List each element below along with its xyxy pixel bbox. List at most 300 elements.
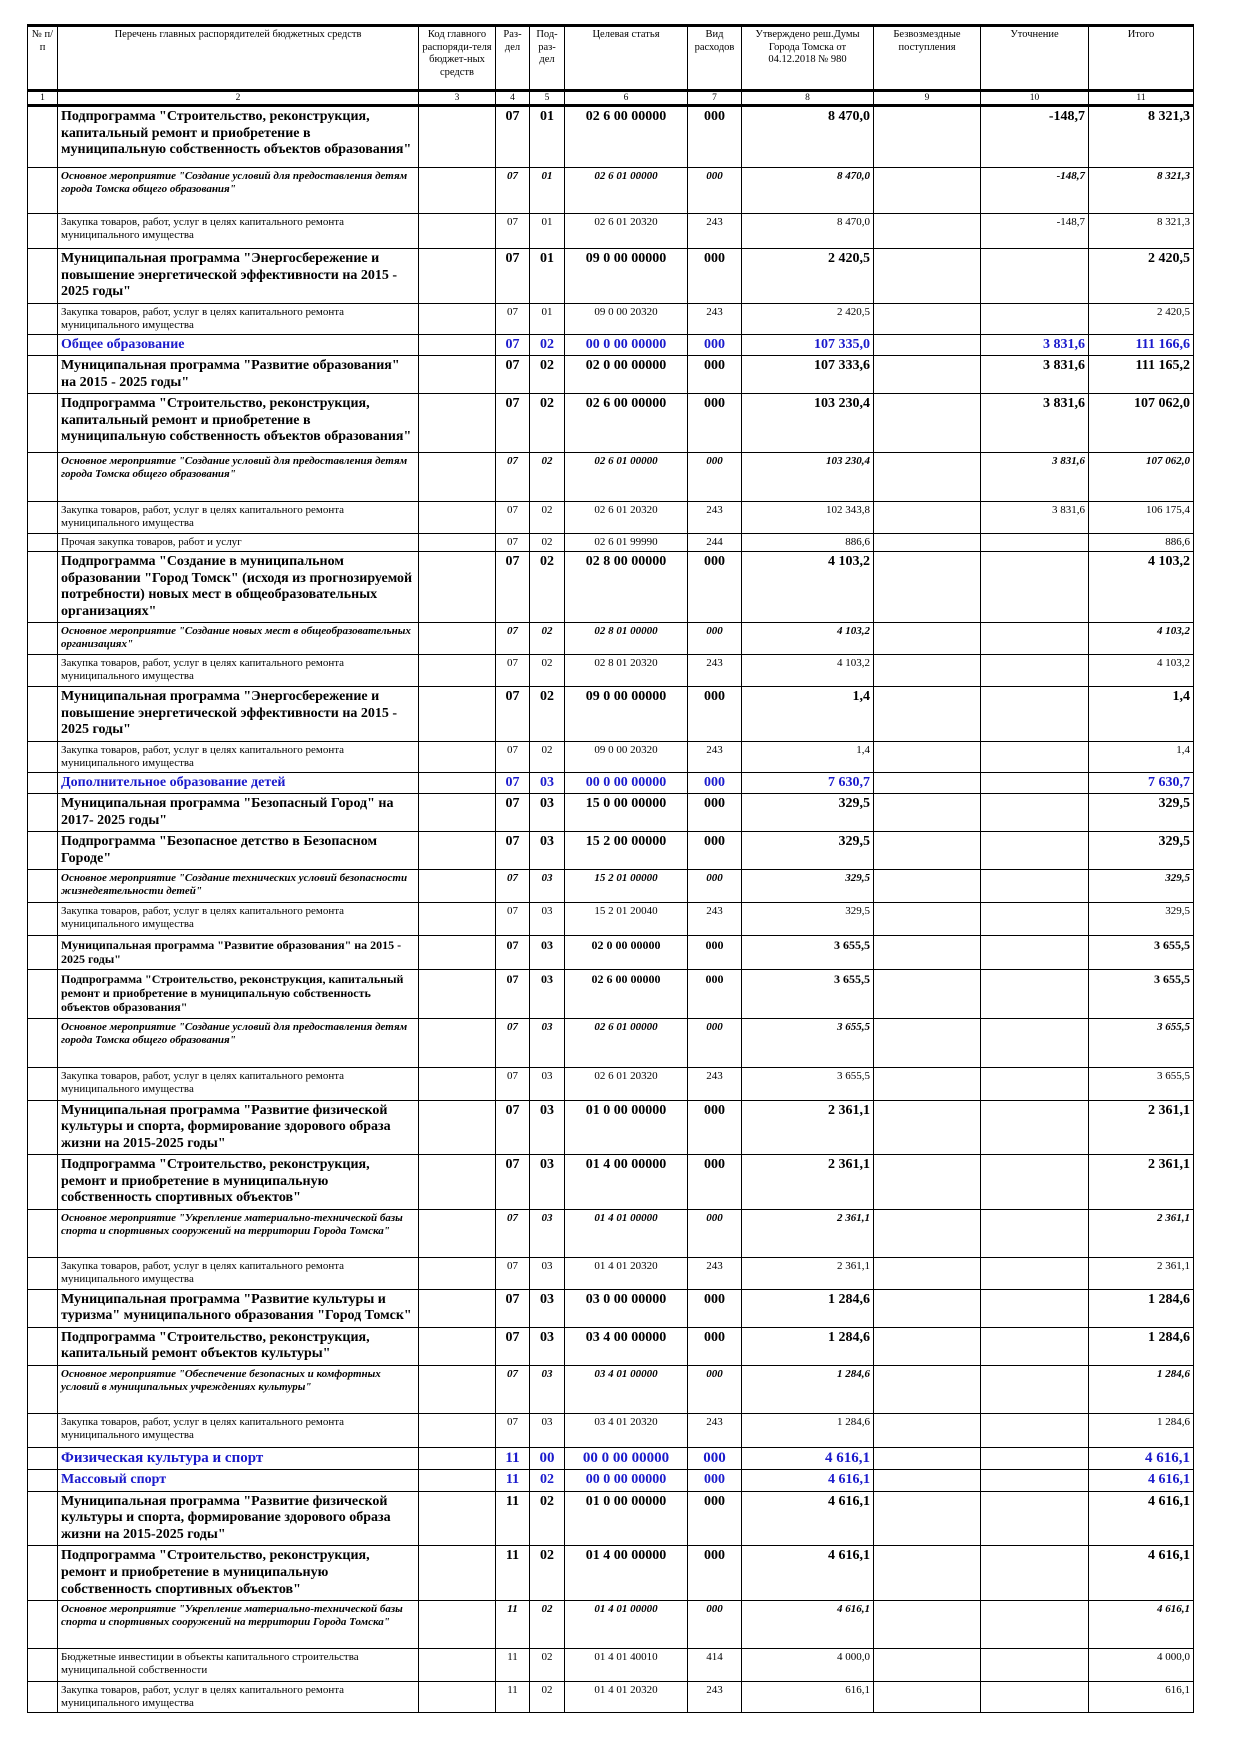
- cell-total: 329,5: [1089, 903, 1194, 936]
- cell-code: [419, 394, 496, 453]
- cell-razdel: 07: [496, 1018, 530, 1067]
- cell-podrazdel: 02: [530, 1649, 565, 1682]
- cell-expense-type: 000: [688, 334, 742, 356]
- cell-free-receipts: [874, 106, 981, 168]
- cell-approved: 7 630,7: [742, 772, 874, 794]
- cell-name: Закупка товаров, работ, услуг в целях капитального ремонта муниципального имущества: [58, 741, 419, 772]
- cell-target-article: 01 4 01 40010: [565, 1649, 688, 1682]
- cell-podrazdel: 02: [530, 552, 565, 623]
- cell-approved: 1 284,6: [742, 1413, 874, 1447]
- cell-expense-type: 000: [688, 1546, 742, 1601]
- cell-num: [28, 1155, 58, 1210]
- cell-refinement: [981, 303, 1089, 334]
- header-total: Итого: [1089, 26, 1194, 91]
- cell-free-receipts: [874, 969, 981, 1018]
- cell-podrazdel: 02: [530, 1682, 565, 1713]
- cell-podrazdel: 03: [530, 1209, 565, 1257]
- cell-approved: 4 616,1: [742, 1491, 874, 1546]
- cell-num: [28, 394, 58, 453]
- cell-podrazdel: 02: [530, 1546, 565, 1601]
- cell-num: [28, 106, 58, 168]
- cell-approved: 8 470,0: [742, 214, 874, 249]
- cell-refinement: [981, 1649, 1089, 1682]
- header-razdel: Раз-дел: [496, 26, 530, 91]
- cell-refinement: [981, 655, 1089, 687]
- cell-num: [28, 1447, 58, 1470]
- cell-approved: 103 230,4: [742, 453, 874, 502]
- cell-approved: 4 616,1: [742, 1447, 874, 1470]
- cell-name: Закупка товаров, работ, услуг в целях капитального ремонта муниципального имущества: [58, 903, 419, 936]
- cell-name: Подпрограмма "Строительство, реконструкция, капитальный ремонт и приобретение в муниципальную собственность объектов образования": [58, 969, 419, 1018]
- cell-target-article: 00 0 00 00000: [565, 1470, 688, 1492]
- cell-expense-type: 000: [688, 794, 742, 832]
- cell-total: 107 062,0: [1089, 453, 1194, 502]
- cell-code: [419, 1155, 496, 1210]
- cell-expense-type: 000: [688, 772, 742, 794]
- cell-razdel: 11: [496, 1447, 530, 1470]
- cell-total: 3 655,5: [1089, 969, 1194, 1018]
- cell-expense-type: 244: [688, 534, 742, 552]
- cell-razdel: 07: [496, 1100, 530, 1155]
- cell-podrazdel: 03: [530, 1067, 565, 1100]
- cell-num: [28, 1491, 58, 1546]
- cell-approved: 2 420,5: [742, 249, 874, 304]
- cell-podrazdel: 03: [530, 1413, 565, 1447]
- cell-num: [28, 552, 58, 623]
- column-number: 7: [688, 91, 742, 106]
- cell-target-article: 02 6 01 99990: [565, 534, 688, 552]
- cell-num: [28, 1289, 58, 1327]
- header-num: № п/п: [28, 26, 58, 91]
- cell-target-article: 02 0 00 00000: [565, 356, 688, 394]
- cell-podrazdel: 02: [530, 334, 565, 356]
- cell-razdel: 07: [496, 772, 530, 794]
- cell-approved: 4 000,0: [742, 1649, 874, 1682]
- cell-name: Муниципальная программа "Развитие образования" на 2015 - 2025 годы": [58, 356, 419, 394]
- cell-target-article: 09 0 00 00000: [565, 687, 688, 742]
- cell-total: 4 000,0: [1089, 1649, 1194, 1682]
- cell-num: [28, 1682, 58, 1713]
- cell-name: Подпрограмма "Создание в муниципальном образовании "Город Томск" (исходя из прогнозируемой потребности) новых мест в общеобразовательных организациях": [58, 552, 419, 623]
- cell-podrazdel: 02: [530, 623, 565, 655]
- table-row: [28, 1546, 1194, 1601]
- cell-expense-type: 000: [688, 1100, 742, 1155]
- cell-num: [28, 1470, 58, 1492]
- cell-target-article: 02 6 00 00000: [565, 394, 688, 453]
- cell-target-article: 02 6 01 20320: [565, 502, 688, 534]
- cell-expense-type: 000: [688, 1601, 742, 1649]
- cell-expense-type: 000: [688, 623, 742, 655]
- cell-num: [28, 655, 58, 687]
- cell-free-receipts: [874, 1155, 981, 1210]
- cell-approved: 1 284,6: [742, 1289, 874, 1327]
- cell-num: [28, 249, 58, 304]
- cell-refinement: [981, 1155, 1089, 1210]
- cell-podrazdel: 03: [530, 832, 565, 870]
- table-row: [28, 356, 1194, 394]
- cell-razdel: 07: [496, 1365, 530, 1413]
- cell-podrazdel: 03: [530, 794, 565, 832]
- cell-free-receipts: [874, 623, 981, 655]
- cell-podrazdel: 01: [530, 106, 565, 168]
- cell-razdel: 07: [496, 969, 530, 1018]
- cell-approved: 886,6: [742, 534, 874, 552]
- cell-target-article: 02 8 01 20320: [565, 655, 688, 687]
- table-row: [28, 334, 1194, 356]
- cell-target-article: 01 4 01 20320: [565, 1682, 688, 1713]
- cell-num: [28, 1365, 58, 1413]
- cell-free-receipts: [874, 936, 981, 969]
- cell-approved: 1,4: [742, 741, 874, 772]
- cell-total: 4 616,1: [1089, 1491, 1194, 1546]
- cell-free-receipts: [874, 1413, 981, 1447]
- cell-total: 2 361,1: [1089, 1100, 1194, 1155]
- cell-razdel: 11: [496, 1470, 530, 1492]
- cell-free-receipts: [874, 655, 981, 687]
- cell-razdel: 07: [496, 794, 530, 832]
- cell-expense-type: 000: [688, 552, 742, 623]
- cell-name: Муниципальная программа "Развитие физической культуры и спорта, формирование здорового образа жизни на 2015-2025 годы": [58, 1491, 419, 1546]
- cell-num: [28, 772, 58, 794]
- cell-num: [28, 936, 58, 969]
- cell-approved: 3 655,5: [742, 1067, 874, 1100]
- cell-target-article: 15 2 00 00000: [565, 832, 688, 870]
- cell-podrazdel: 03: [530, 1155, 565, 1210]
- cell-podrazdel: 03: [530, 1365, 565, 1413]
- cell-approved: 4 103,2: [742, 655, 874, 687]
- cell-refinement: 3 831,6: [981, 453, 1089, 502]
- cell-expense-type: 243: [688, 1413, 742, 1447]
- cell-razdel: 07: [496, 334, 530, 356]
- cell-free-receipts: [874, 1447, 981, 1470]
- table-row: [28, 1257, 1194, 1289]
- cell-total: 2 420,5: [1089, 249, 1194, 304]
- cell-total: 8 321,3: [1089, 168, 1194, 214]
- cell-approved: 4 103,2: [742, 623, 874, 655]
- cell-target-article: 03 4 00 00000: [565, 1327, 688, 1365]
- cell-refinement: 3 831,6: [981, 502, 1089, 534]
- column-number: 6: [565, 91, 688, 106]
- cell-target-article: 02 8 01 00000: [565, 623, 688, 655]
- table-row: [28, 1601, 1194, 1649]
- cell-approved: 8 470,0: [742, 106, 874, 168]
- header-free-receipts: Безвозмездные поступления: [874, 26, 981, 91]
- table-row: [28, 303, 1194, 334]
- cell-free-receipts: [874, 832, 981, 870]
- header-name: Перечень главных распорядителей бюджетных средств: [58, 26, 419, 91]
- cell-podrazdel: 03: [530, 936, 565, 969]
- cell-num: [28, 623, 58, 655]
- cell-razdel: 07: [496, 453, 530, 502]
- cell-target-article: 15 2 01 00000: [565, 870, 688, 903]
- cell-code: [419, 1601, 496, 1649]
- cell-code: [419, 1365, 496, 1413]
- cell-target-article: 03 0 00 00000: [565, 1289, 688, 1327]
- table-row: [28, 1413, 1194, 1447]
- cell-total: 2 361,1: [1089, 1209, 1194, 1257]
- cell-refinement: 3 831,6: [981, 394, 1089, 453]
- cell-num: [28, 1018, 58, 1067]
- cell-total: 7 630,7: [1089, 772, 1194, 794]
- cell-razdel: 11: [496, 1601, 530, 1649]
- cell-total: 1 284,6: [1089, 1327, 1194, 1365]
- cell-free-receipts: [874, 394, 981, 453]
- cell-free-receipts: [874, 1289, 981, 1327]
- cell-total: 4 616,1: [1089, 1601, 1194, 1649]
- cell-total: 1,4: [1089, 687, 1194, 742]
- cell-target-article: 01 0 00 00000: [565, 1100, 688, 1155]
- cell-razdel: 07: [496, 214, 530, 249]
- cell-expense-type: 000: [688, 687, 742, 742]
- cell-free-receipts: [874, 1365, 981, 1413]
- cell-name: Муниципальная программа "Развитие образования" на 2015 - 2025 годы": [58, 936, 419, 969]
- cell-total: 329,5: [1089, 870, 1194, 903]
- cell-num: [28, 1546, 58, 1601]
- table-row: [28, 1327, 1194, 1365]
- cell-podrazdel: 02: [530, 453, 565, 502]
- cell-num: [28, 214, 58, 249]
- cell-podrazdel: 03: [530, 969, 565, 1018]
- cell-expense-type: 000: [688, 1289, 742, 1327]
- cell-razdel: 07: [496, 687, 530, 742]
- cell-podrazdel: 02: [530, 687, 565, 742]
- cell-total: 329,5: [1089, 832, 1194, 870]
- cell-refinement: [981, 1365, 1089, 1413]
- cell-num: [28, 453, 58, 502]
- table-row: [28, 1100, 1194, 1155]
- cell-razdel: 07: [496, 356, 530, 394]
- table-row: [28, 453, 1194, 502]
- cell-razdel: 07: [496, 936, 530, 969]
- cell-podrazdel: 03: [530, 1018, 565, 1067]
- cell-num: [28, 870, 58, 903]
- cell-expense-type: 000: [688, 832, 742, 870]
- cell-razdel: 07: [496, 249, 530, 304]
- cell-name: Основное мероприятие "Укрепление материально-технической базы спорта и спортивных сооружений на территории Города Томска": [58, 1209, 419, 1257]
- cell-name: Подпрограмма "Безопасное детство в Безопасном Городе": [58, 832, 419, 870]
- cell-target-article: 01 4 01 00000: [565, 1209, 688, 1257]
- cell-code: [419, 772, 496, 794]
- column-number: 2: [58, 91, 419, 106]
- cell-expense-type: 000: [688, 1365, 742, 1413]
- cell-num: [28, 1257, 58, 1289]
- cell-free-receipts: [874, 903, 981, 936]
- cell-approved: 4 616,1: [742, 1601, 874, 1649]
- cell-code: [419, 214, 496, 249]
- cell-refinement: [981, 1447, 1089, 1470]
- table-row: [28, 1682, 1194, 1713]
- budget-table: [27, 24, 1194, 1713]
- cell-code: [419, 741, 496, 772]
- cell-target-article: 00 0 00 00000: [565, 772, 688, 794]
- cell-approved: 329,5: [742, 870, 874, 903]
- cell-name: Подпрограмма "Строительство, реконструкция, капитальный ремонт и приобретение в муниципальную собственность объектов образования": [58, 106, 419, 168]
- cell-free-receipts: [874, 1470, 981, 1492]
- cell-num: [28, 969, 58, 1018]
- cell-num: [28, 303, 58, 334]
- cell-free-receipts: [874, 1491, 981, 1546]
- table-header-row: [28, 26, 1194, 91]
- cell-target-article: 01 4 00 00000: [565, 1546, 688, 1601]
- cell-refinement: [981, 1327, 1089, 1365]
- cell-target-article: 02 0 00 00000: [565, 936, 688, 969]
- table-row: [28, 1365, 1194, 1413]
- cell-free-receipts: [874, 552, 981, 623]
- table-row: [28, 394, 1194, 453]
- cell-free-receipts: [874, 1601, 981, 1649]
- cell-podrazdel: 02: [530, 1601, 565, 1649]
- cell-expense-type: 000: [688, 1327, 742, 1365]
- cell-num: [28, 356, 58, 394]
- cell-razdel: 07: [496, 303, 530, 334]
- cell-refinement: [981, 870, 1089, 903]
- header-podrazdel: Под-раз-дел: [530, 26, 565, 91]
- cell-approved: 329,5: [742, 832, 874, 870]
- cell-num: [28, 334, 58, 356]
- table-row: [28, 1447, 1194, 1470]
- cell-approved: 329,5: [742, 903, 874, 936]
- table-row: [28, 687, 1194, 742]
- cell-num: [28, 534, 58, 552]
- cell-refinement: 3 831,6: [981, 334, 1089, 356]
- cell-code: [419, 1546, 496, 1601]
- cell-total: 1 284,6: [1089, 1289, 1194, 1327]
- cell-name: Закупка товаров, работ, услуг в целях капитального ремонта муниципального имущества: [58, 502, 419, 534]
- table-row: [28, 1018, 1194, 1067]
- cell-free-receipts: [874, 1018, 981, 1067]
- cell-expense-type: 000: [688, 1491, 742, 1546]
- cell-code: [419, 870, 496, 903]
- cell-num: [28, 1413, 58, 1447]
- table-row: [28, 1649, 1194, 1682]
- cell-refinement: [981, 772, 1089, 794]
- cell-num: [28, 1327, 58, 1365]
- cell-podrazdel: 02: [530, 741, 565, 772]
- cell-free-receipts: [874, 214, 981, 249]
- table-row: [28, 1209, 1194, 1257]
- cell-razdel: 07: [496, 832, 530, 870]
- cell-code: [419, 1289, 496, 1327]
- cell-razdel: 11: [496, 1546, 530, 1601]
- cell-refinement: -148,7: [981, 214, 1089, 249]
- cell-code: [419, 1257, 496, 1289]
- cell-refinement: [981, 1100, 1089, 1155]
- cell-free-receipts: [874, 741, 981, 772]
- column-number: 11: [1089, 91, 1194, 106]
- cell-target-article: 02 6 01 20320: [565, 1067, 688, 1100]
- cell-refinement: 3 831,6: [981, 356, 1089, 394]
- cell-total: 111 166,6: [1089, 334, 1194, 356]
- cell-razdel: 07: [496, 1413, 530, 1447]
- cell-free-receipts: [874, 168, 981, 214]
- cell-free-receipts: [874, 249, 981, 304]
- cell-code: [419, 552, 496, 623]
- cell-podrazdel: 02: [530, 655, 565, 687]
- cell-name: Дополнительное образование детей: [58, 772, 419, 794]
- header-target-article: Целевая статья: [565, 26, 688, 91]
- cell-code: [419, 936, 496, 969]
- cell-code: [419, 1327, 496, 1365]
- cell-podrazdel: 02: [530, 356, 565, 394]
- cell-approved: 4 103,2: [742, 552, 874, 623]
- cell-free-receipts: [874, 1682, 981, 1713]
- cell-name: Основное мероприятие "Создание технических условий безопасности жизнедеятельности детей": [58, 870, 419, 903]
- cell-name: Подпрограмма "Строительство, реконструкция, капитальный ремонт и приобретение в муниципальную собственность объектов образования": [58, 394, 419, 453]
- cell-expense-type: 243: [688, 303, 742, 334]
- cell-total: 3 655,5: [1089, 1067, 1194, 1100]
- cell-podrazdel: 02: [530, 1470, 565, 1492]
- table-row: [28, 832, 1194, 870]
- cell-total: 111 165,2: [1089, 356, 1194, 394]
- cell-razdel: 07: [496, 106, 530, 168]
- cell-podrazdel: 02: [530, 394, 565, 453]
- cell-razdel: 11: [496, 1491, 530, 1546]
- cell-refinement: [981, 903, 1089, 936]
- cell-approved: 1,4: [742, 687, 874, 742]
- cell-num: [28, 794, 58, 832]
- cell-razdel: 07: [496, 1155, 530, 1210]
- cell-code: [419, 453, 496, 502]
- cell-target-article: 02 6 01 20320: [565, 214, 688, 249]
- table-row: [28, 168, 1194, 214]
- header-approved: Утверждено реш.Думы Города Томска от 04.12.2018 № 980: [742, 26, 874, 91]
- cell-refinement: -148,7: [981, 106, 1089, 168]
- table-row: [28, 655, 1194, 687]
- cell-total: 4 616,1: [1089, 1447, 1194, 1470]
- cell-approved: 107 333,6: [742, 356, 874, 394]
- cell-code: [419, 534, 496, 552]
- cell-target-article: 15 2 01 20040: [565, 903, 688, 936]
- cell-total: 1 284,6: [1089, 1413, 1194, 1447]
- cell-code: [419, 1447, 496, 1470]
- cell-total: 107 062,0: [1089, 394, 1194, 453]
- cell-podrazdel: 03: [530, 903, 565, 936]
- cell-code: [419, 1018, 496, 1067]
- cell-target-article: 02 6 00 00000: [565, 969, 688, 1018]
- table-row: [28, 1155, 1194, 1210]
- cell-num: [28, 502, 58, 534]
- cell-total: 8 321,3: [1089, 214, 1194, 249]
- cell-expense-type: 000: [688, 249, 742, 304]
- cell-target-article: 02 6 01 00000: [565, 453, 688, 502]
- cell-free-receipts: [874, 870, 981, 903]
- cell-name: Массовый спорт: [58, 1470, 419, 1492]
- column-number: 5: [530, 91, 565, 106]
- cell-target-article: 09 0 00 20320: [565, 303, 688, 334]
- cell-podrazdel: 00: [530, 1447, 565, 1470]
- cell-code: [419, 794, 496, 832]
- table-row: [28, 741, 1194, 772]
- cell-refinement: [981, 1018, 1089, 1067]
- cell-free-receipts: [874, 334, 981, 356]
- cell-total: 1 284,6: [1089, 1365, 1194, 1413]
- cell-expense-type: 243: [688, 1257, 742, 1289]
- cell-target-article: 03 4 01 20320: [565, 1413, 688, 1447]
- cell-name: Основное мероприятие "Создание новых мест в общеобразовательных организациях": [58, 623, 419, 655]
- cell-refinement: [981, 687, 1089, 742]
- cell-target-article: 02 8 00 00000: [565, 552, 688, 623]
- cell-razdel: 07: [496, 1327, 530, 1365]
- cell-code: [419, 1470, 496, 1492]
- cell-total: 106 175,4: [1089, 502, 1194, 534]
- cell-expense-type: 000: [688, 106, 742, 168]
- header-refinement: Уточнение: [981, 26, 1089, 91]
- cell-approved: 1 284,6: [742, 1365, 874, 1413]
- cell-code: [419, 106, 496, 168]
- table-row: [28, 1067, 1194, 1100]
- cell-refinement: [981, 936, 1089, 969]
- cell-podrazdel: 03: [530, 772, 565, 794]
